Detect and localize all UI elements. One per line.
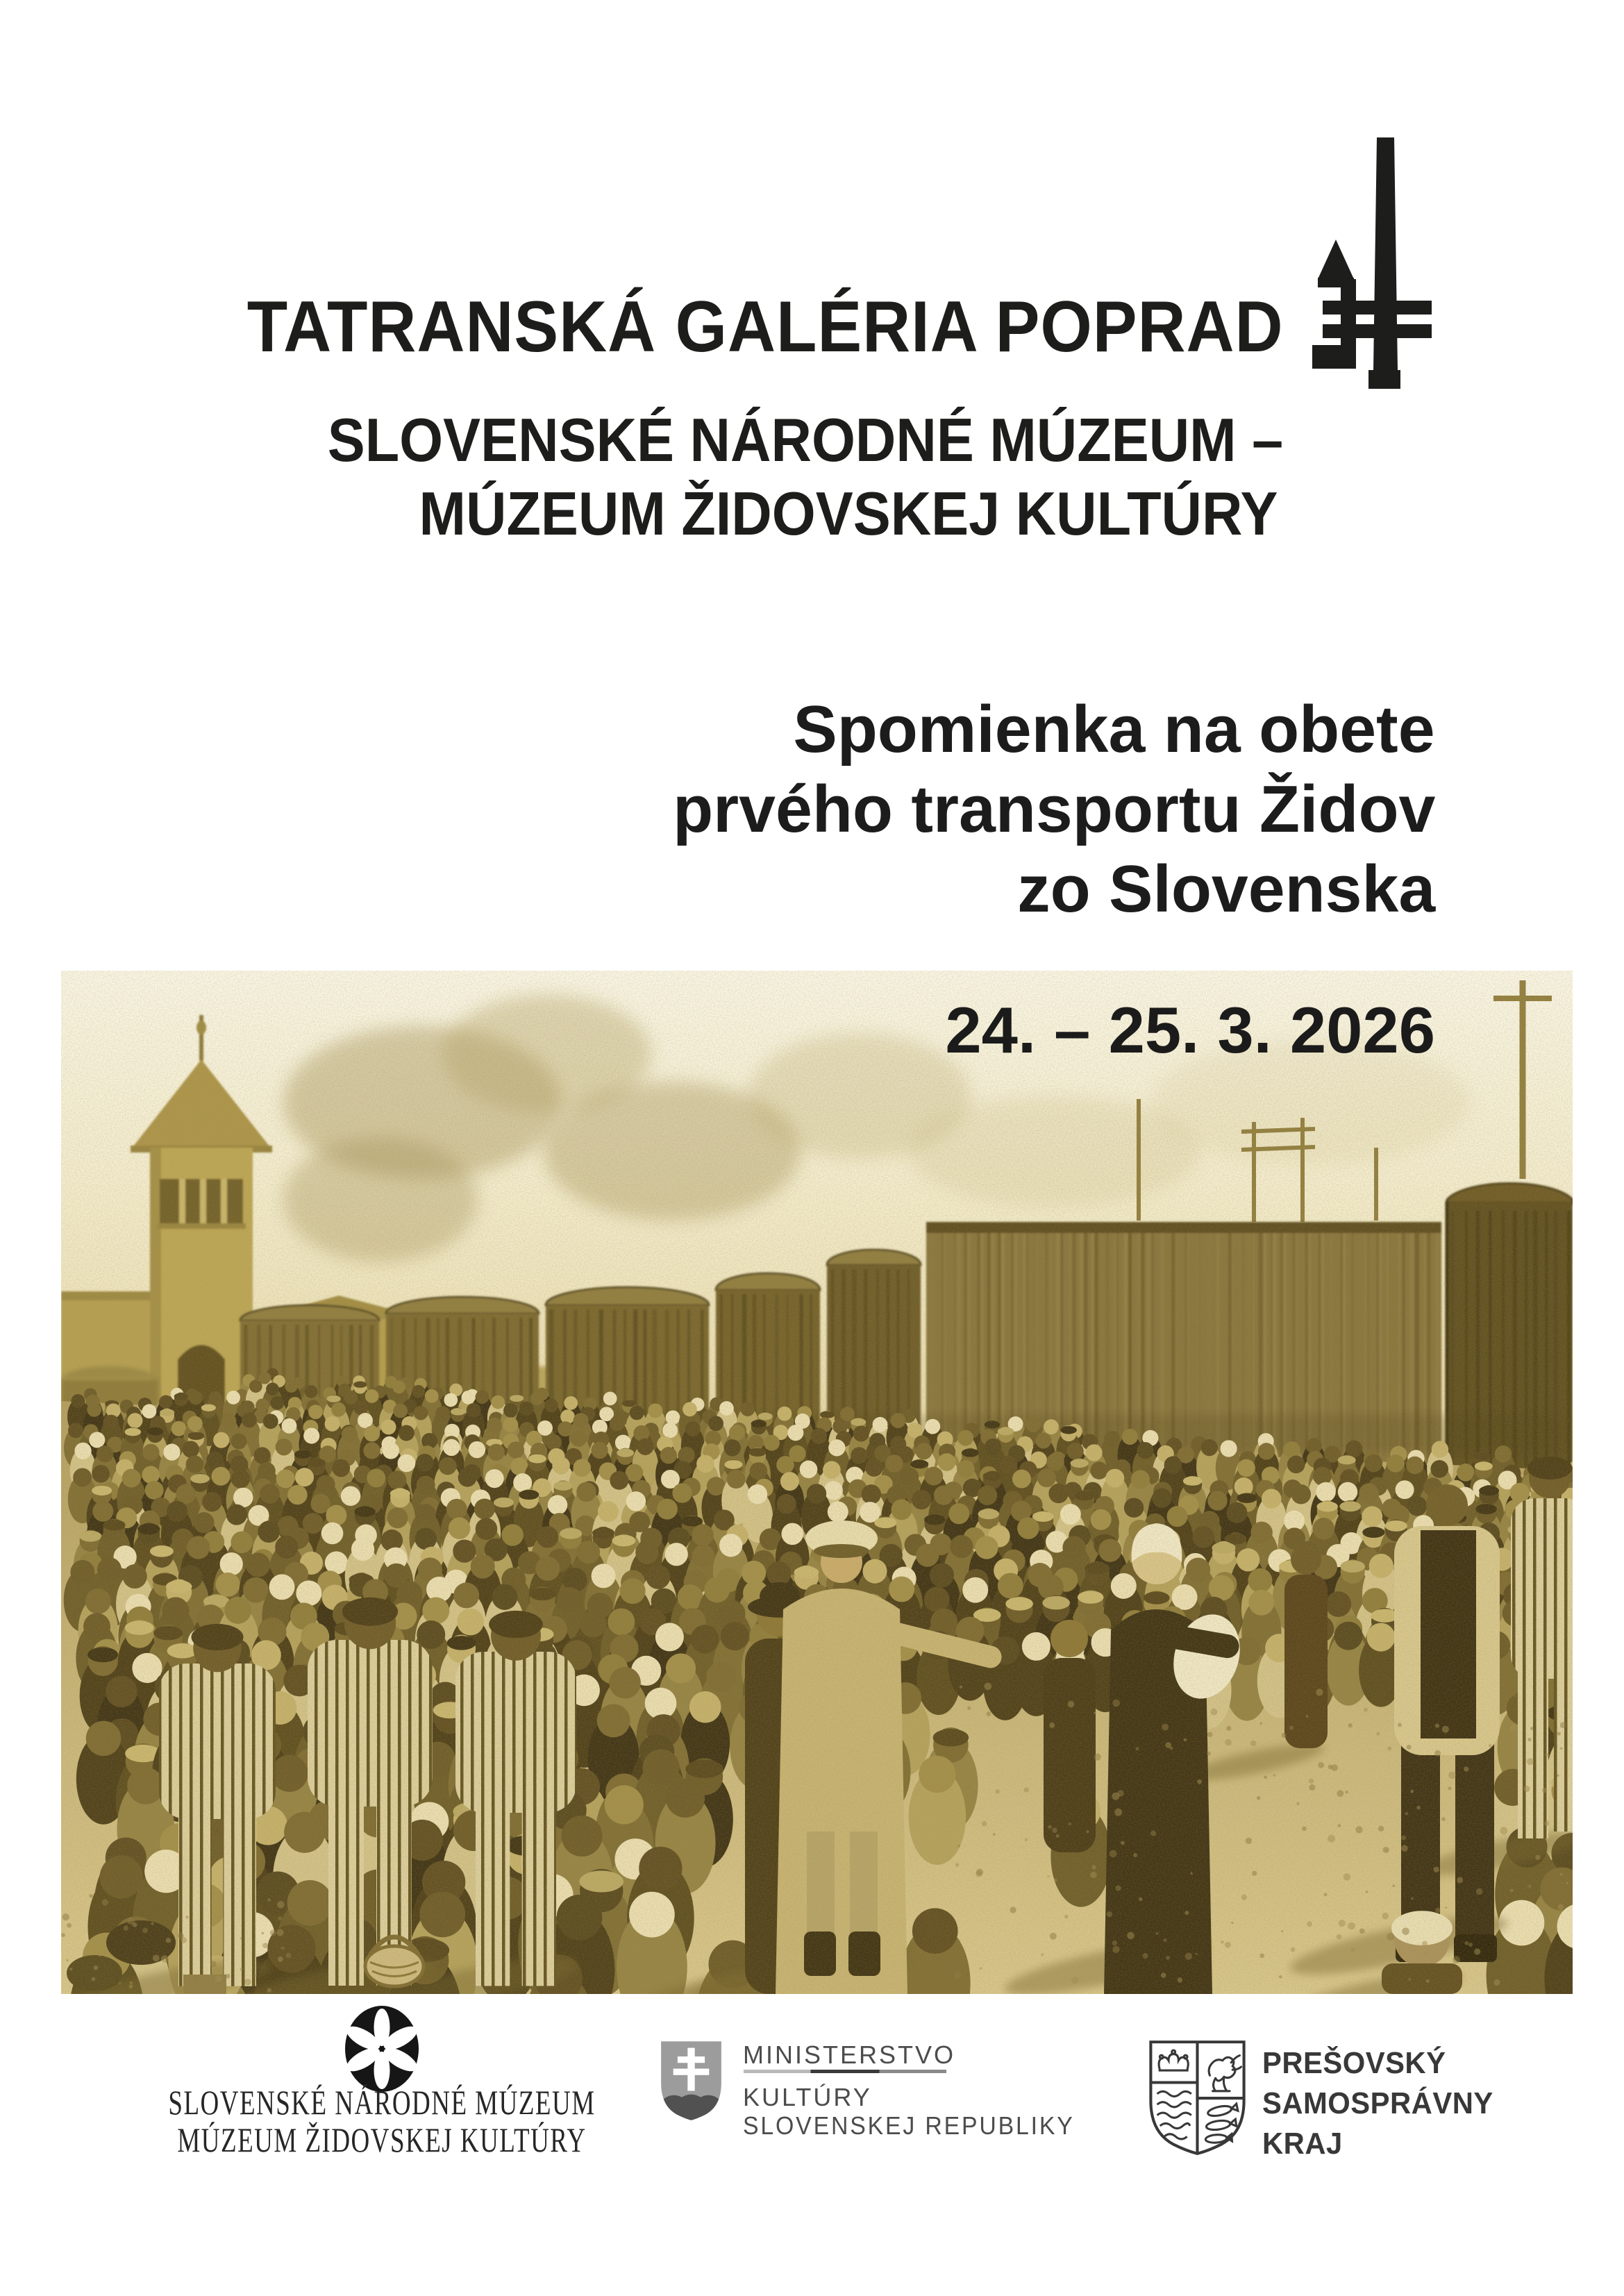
ministry-coat-of-arms-icon bbox=[658, 2038, 724, 2120]
title-line-1: Spomienka na obete bbox=[793, 692, 1435, 766]
psk-line-3: KRAJ bbox=[1262, 2127, 1343, 2161]
organizer-line-mzk: MÚZEUM ŽIDOVSKEJ KULTÚRY bbox=[419, 479, 1278, 548]
organizer-line-gallery: TATRANSKÁ GALÉRIA POPRAD bbox=[246, 287, 1283, 367]
psk-coat-of-arms-icon bbox=[1147, 2038, 1248, 2155]
ministry-line-2: KULTÚRY bbox=[743, 2083, 872, 2111]
snm-name-line-2: MÚZEUM ŽIDOVSKEJ KULTÚRY bbox=[177, 2120, 587, 2159]
ministry-line-3: SLOVENSKEJ REPUBLIKY bbox=[743, 2111, 1075, 2140]
ministry-line-1: MINISTERSTVO bbox=[743, 2041, 956, 2069]
snm-name-line-1: SLOVENSKÉ NÁRODNÉ MÚZEUM bbox=[168, 2083, 596, 2122]
psk-line-1: PREŠOVSKÝ bbox=[1262, 2046, 1446, 2080]
tatranska-galeria-logo-icon bbox=[1311, 135, 1434, 392]
historical-photo-auschwitz-ramp bbox=[61, 971, 1573, 1994]
title-line-3: zo Slovenska bbox=[1016, 852, 1435, 926]
organizer-line-snm: SLOVENSKÉ NÁRODNÉ MÚZEUM – bbox=[327, 405, 1283, 474]
ministry-divider-line bbox=[744, 2070, 946, 2073]
psk-line-2: SAMOSPRÁVNY bbox=[1262, 2086, 1493, 2120]
event-date: 24. – 25. 3. 2026 bbox=[945, 994, 1435, 1066]
title-line-2: prvého transportu Židov bbox=[672, 772, 1435, 846]
snm-rosette-logo-icon bbox=[343, 2005, 421, 2093]
